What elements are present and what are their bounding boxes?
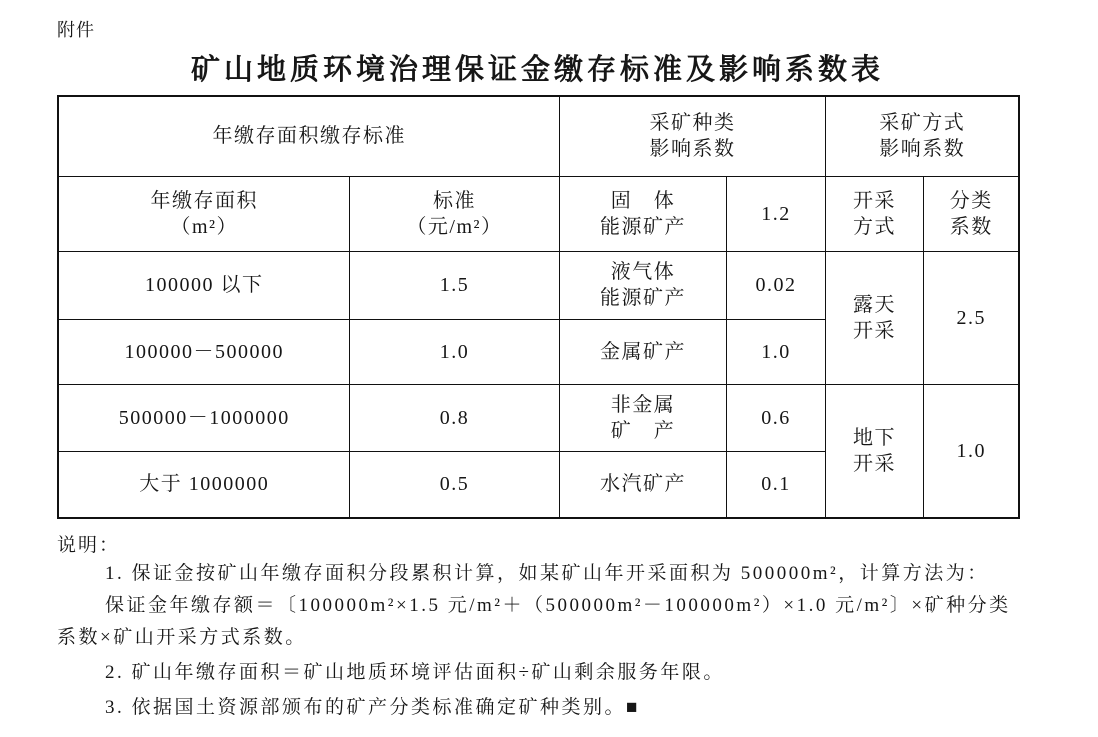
mineral-type-factor-header bbox=[559, 96, 825, 176]
note-line: 1. 保证金按矿山年缴存面积分段累积计算，如某矿山年开采面积为 500000m²，计算方法为： bbox=[105, 563, 989, 584]
area-standard-header bbox=[58, 96, 559, 176]
method-factor-cell bbox=[923, 251, 1019, 384]
cell-value: 0.02 bbox=[755, 274, 797, 296]
standard-value-cell bbox=[349, 384, 559, 451]
cell-value: 0.1 bbox=[761, 473, 791, 496]
cell-text-line: 方式 bbox=[853, 215, 896, 238]
cell-value: 1.0 bbox=[761, 340, 791, 363]
standard-column-header bbox=[349, 176, 559, 251]
header-text-line: 采矿方式 bbox=[879, 112, 966, 135]
cell-value: 1.0 bbox=[956, 439, 986, 462]
cell-text-line: 分类 bbox=[949, 189, 993, 212]
table-row bbox=[58, 384, 1019, 451]
cell-value: 0.5 bbox=[439, 473, 470, 496]
method-factor-cell bbox=[923, 384, 1019, 518]
class-factor-column-header bbox=[923, 176, 1019, 251]
cell-value: 500000－1000000 bbox=[118, 406, 290, 429]
cell-text-line: 标准 bbox=[433, 189, 476, 212]
note-line: 3. 依据国土资源部颁布的矿产分类标准确定矿种类别。■ bbox=[105, 697, 640, 718]
standard-value-cell bbox=[349, 251, 559, 319]
cell-value: 100000 以下 bbox=[145, 274, 264, 296]
cell-text-line: 开采 bbox=[853, 189, 896, 212]
area-range-cell bbox=[58, 384, 349, 451]
cell-text-line: 露天 bbox=[853, 293, 896, 316]
note-line: 2. 矿山年缴存面积＝矿山地质环境评估面积÷矿山剩余服务年限。 bbox=[105, 662, 725, 683]
cell-text-line: 水汽矿产 bbox=[600, 473, 686, 496]
table-row bbox=[58, 176, 1019, 251]
header-text: 年缴存面积缴存标准 bbox=[212, 125, 406, 148]
header-text-line: 采矿种类 bbox=[649, 112, 736, 135]
area-column-header bbox=[58, 176, 349, 251]
header-text-line: 影响系数 bbox=[649, 138, 736, 161]
mineral-factor-cell bbox=[726, 451, 825, 518]
coefficient-table bbox=[57, 95, 1020, 519]
mineral-factor-cell bbox=[726, 176, 825, 251]
cell-text-line: 矿 产 bbox=[610, 419, 676, 442]
table-row bbox=[58, 251, 1019, 319]
mineral-factor-cell bbox=[726, 384, 825, 451]
mining-method-column-header bbox=[825, 176, 923, 251]
cell-value: 1.2 bbox=[761, 202, 791, 225]
mining-method-cell bbox=[825, 251, 923, 384]
cell-value: 100000－500000 bbox=[124, 340, 284, 363]
cell-text-line: 开采 bbox=[853, 319, 896, 342]
cell-value: 2.5 bbox=[956, 306, 986, 329]
cell-text-line: （元/m²） bbox=[406, 215, 503, 238]
cell-text-line: 系数 bbox=[949, 215, 993, 238]
cell-value: 0.6 bbox=[761, 406, 791, 429]
mineral-type-cell bbox=[559, 319, 726, 384]
notes-heading: 说明： bbox=[57, 535, 121, 556]
cell-text-line: （m²） bbox=[170, 215, 239, 238]
cell-value: 0.8 bbox=[439, 406, 470, 429]
mining-method-cell bbox=[825, 384, 923, 518]
cell-text-line: 开采 bbox=[853, 452, 896, 475]
mineral-type-cell bbox=[559, 251, 726, 319]
area-range-cell bbox=[58, 319, 349, 384]
cell-text-line: 地下 bbox=[853, 426, 896, 449]
standard-value-cell bbox=[349, 451, 559, 518]
mineral-type-cell bbox=[559, 384, 726, 451]
table-header-row bbox=[58, 96, 1019, 176]
mineral-type-cell bbox=[559, 176, 726, 251]
cell-text-line: 能源矿产 bbox=[600, 287, 686, 309]
area-range-cell bbox=[58, 251, 349, 319]
mineral-factor-cell bbox=[726, 251, 825, 319]
cell-value: 1.5 bbox=[439, 274, 470, 296]
mineral-type-cell bbox=[559, 451, 726, 518]
cell-text-line: 金属矿产 bbox=[600, 340, 686, 363]
cell-value: 1.0 bbox=[439, 340, 470, 363]
cell-text-line: 液气体 bbox=[610, 261, 676, 283]
mineral-factor-cell bbox=[726, 319, 825, 384]
cell-text-line: 非金属 bbox=[610, 393, 676, 416]
note-line: 系数×矿山开采方式系数。 bbox=[57, 627, 307, 648]
cell-value: 大于 1000000 bbox=[139, 473, 270, 496]
standard-value-cell bbox=[349, 319, 559, 384]
cell-text-line: 年缴存面积 bbox=[150, 189, 258, 212]
mining-method-factor-header bbox=[825, 96, 1019, 176]
page-title: 矿山地质环境治理保证金缴存标准及影响系数表 bbox=[190, 54, 884, 86]
attachment-label: 附件 bbox=[57, 20, 95, 41]
cell-text-line: 固 体 bbox=[610, 189, 676, 212]
cell-text-line: 能源矿产 bbox=[600, 215, 686, 238]
header-text-line: 影响系数 bbox=[879, 138, 966, 161]
area-range-cell bbox=[58, 451, 349, 518]
note-line: 保证金年缴存额＝〔100000m²×1.5 元/m²＋（500000m²－100000m²）×1.0 元/m²〕×矿种分类 bbox=[105, 595, 1011, 616]
